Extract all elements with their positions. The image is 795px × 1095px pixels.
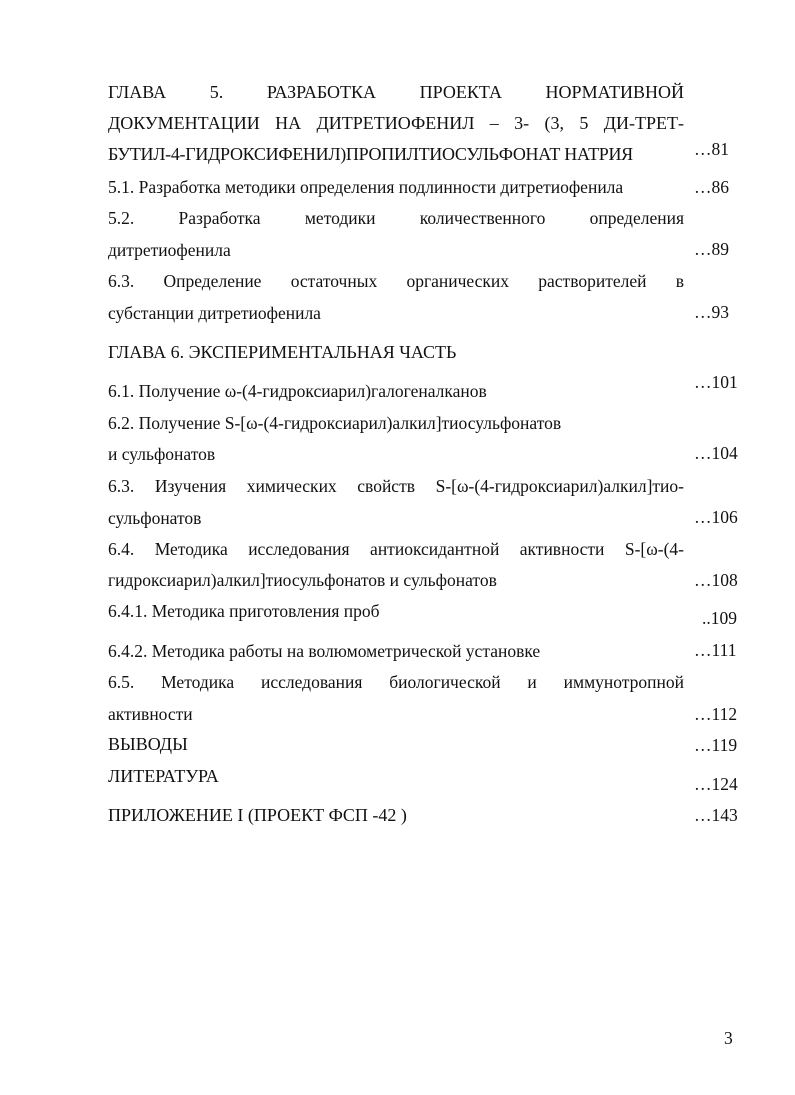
- toc-s6-4-2-line1: 6.4.2. Методика работы на волюмометрической установке: [108, 641, 541, 661]
- toc-s6-2-line1: 6.2. Получение S-[ω-(4-гидроксиарил)алкил]тиосульфонатов: [108, 413, 562, 433]
- toc-s6-4-2-page: …111: [694, 640, 737, 660]
- toc-s5-1-page: …86: [694, 177, 729, 197]
- toc-s6-3-page: …106: [694, 507, 738, 527]
- toc-literature-line1: ЛИТЕРАТУРА: [108, 766, 219, 786]
- toc-s6-1-line1: 6.1. Получение ω-(4-гидроксиарил)галогеналканов: [108, 381, 487, 401]
- toc-s6-2-page: …104: [694, 443, 738, 463]
- toc-ch5-line1: ГЛАВА 5. РАЗРАБОТКА ПРОЕКТА НОРМАТИВНОЙ: [108, 82, 684, 102]
- toc-s6-3-line2: сульфонатов: [108, 508, 202, 528]
- toc-s6-3-line1: 6.3. Изучения химических свойств S-[ω-(4-гидроксиарил)алкил]тио-: [108, 476, 684, 496]
- toc-s6-4-line2: гидроксиарил)алкил]тиосульфонатов и сульфонатов: [108, 570, 497, 590]
- page-number: 3: [724, 1028, 733, 1048]
- toc-appendix-page: …143: [694, 805, 738, 825]
- toc-ch5-line3: БУТИЛ-4-ГИДРОКСИФЕНИЛ)ПРОПИЛТИОСУЛЬФОНАТ НАТРИЯ: [108, 144, 633, 164]
- toc-ch5-page: …81: [694, 139, 729, 159]
- toc-s5-2-line2: дитретиофенила: [108, 240, 231, 260]
- toc-s6-5-line2: активности: [108, 704, 193, 724]
- toc-s6-3a-page: …93: [694, 302, 729, 322]
- toc-s6-1-page: …101: [694, 372, 738, 392]
- toc-s6-4-1-line1: 6.4.1. Методика приготовления проб: [108, 601, 380, 621]
- toc-conclusions-line1: ВЫВОДЫ: [108, 734, 188, 754]
- toc-s5-2-page: …89: [694, 239, 729, 259]
- toc-s6-3a-line2: субстанции дитретиофенила: [108, 303, 321, 323]
- toc-conclusions-page: …119: [694, 735, 738, 755]
- toc-s6-2-line2: и сульфонатов: [108, 444, 216, 464]
- toc-ch5-line2: ДОКУМЕНТАЦИИ НА ДИТРЕТИОФЕНИЛ – 3- (3, 5 ДИ-ТРЕТ-: [108, 113, 684, 133]
- toc-literature-page: …124: [694, 774, 738, 794]
- toc-s5-1-line1: 5.1. Разработка методики определения подлинности дитретиофенила: [108, 177, 624, 197]
- toc-s6-5-line1: 6.5. Методика исследования биологической и иммунотропной: [108, 672, 684, 692]
- toc-s6-3a-line1: 6.3. Определение остаточных органических растворителей в: [108, 271, 684, 291]
- toc-appendix-line1: ПРИЛОЖЕНИЕ I (ПРОЕКТ ФСП -42 ): [108, 805, 407, 825]
- toc-s6-4-line1: 6.4. Методика исследования антиоксидантной активности S-[ω-(4-: [108, 539, 684, 559]
- toc-ch6-line1: ГЛАВА 6. ЭКСПЕРИМЕНТАЛЬНАЯ ЧАСТЬ: [108, 342, 457, 362]
- toc-s6-4-1-page: ..109: [702, 608, 737, 628]
- toc-s6-5-page: …112: [694, 704, 738, 724]
- toc-s5-2-line1: 5.2. Разработка методики количественного определения: [108, 208, 684, 228]
- toc-s6-4-page: …108: [694, 570, 738, 590]
